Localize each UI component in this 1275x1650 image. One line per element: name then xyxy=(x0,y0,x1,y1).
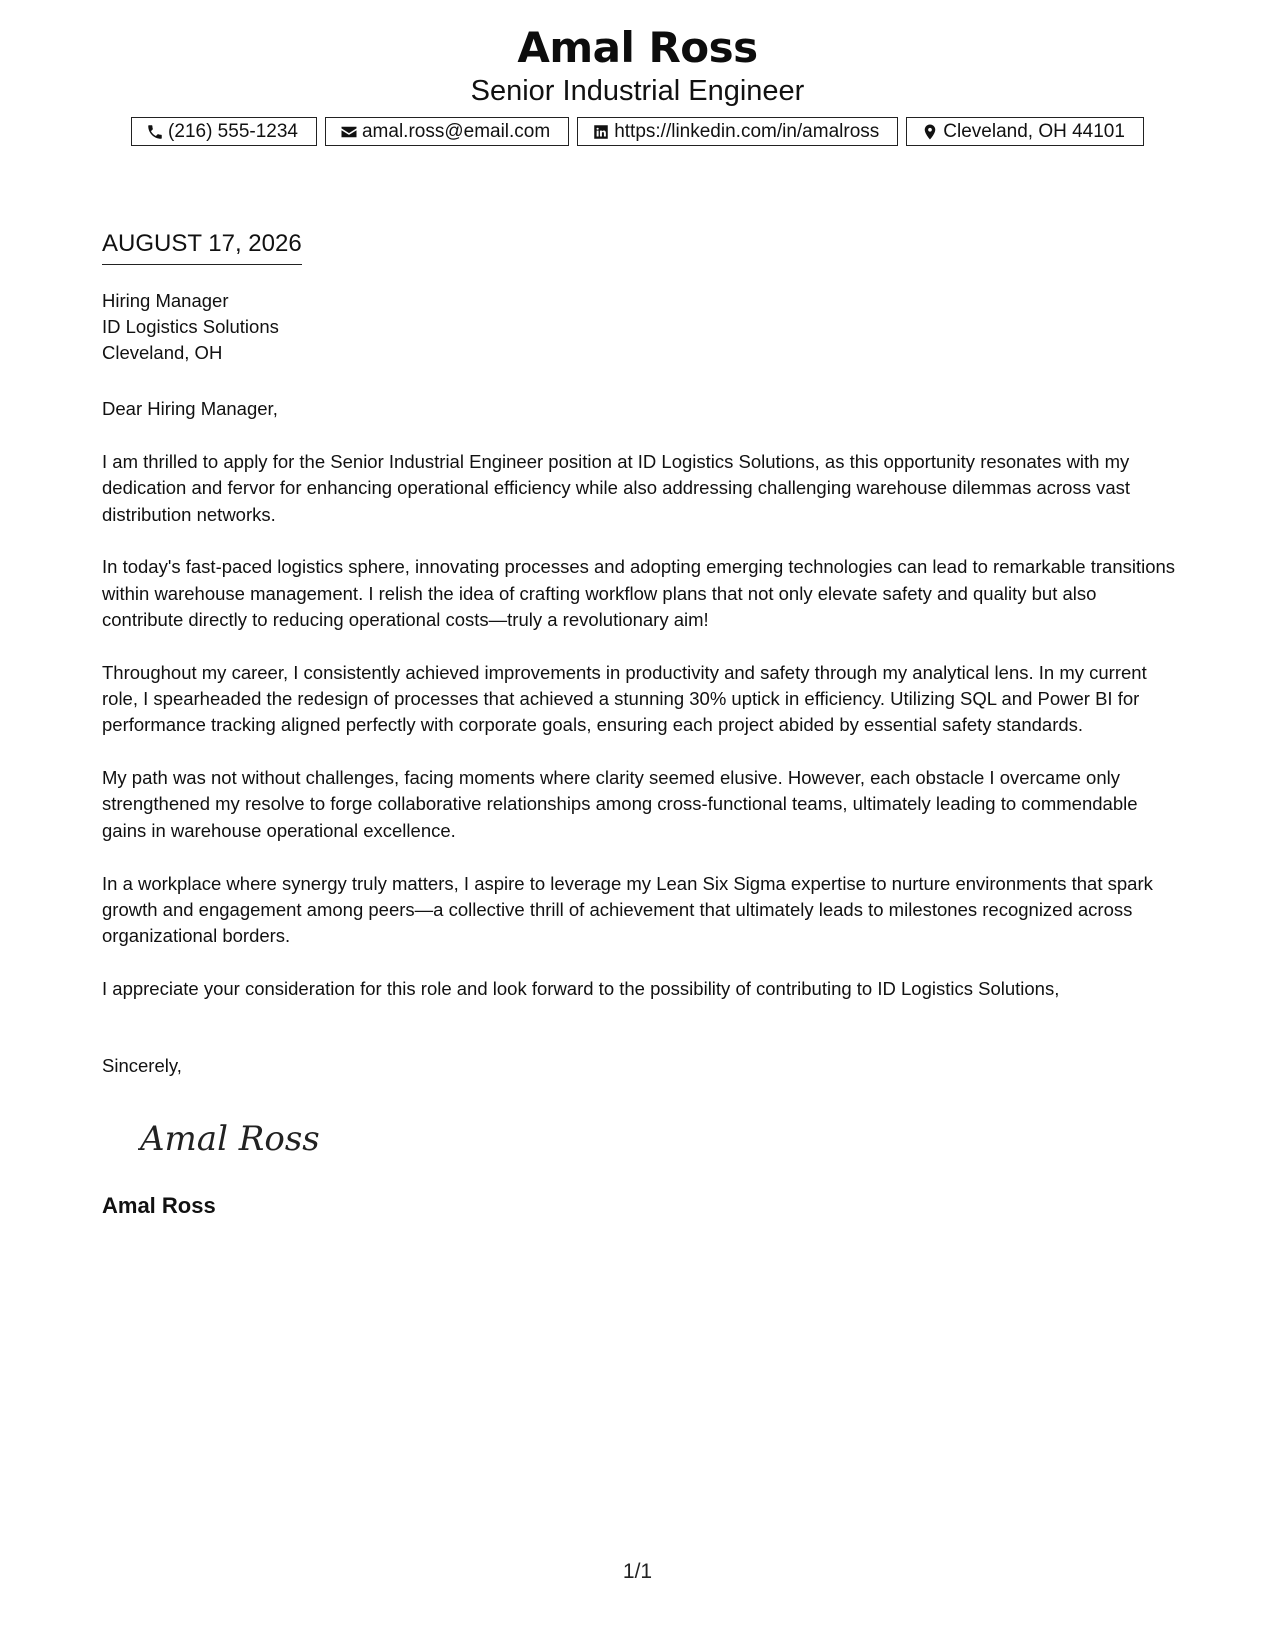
page-number: 1/1 xyxy=(622,1560,653,1583)
letter-paragraphs xyxy=(102,449,1182,1029)
email-text: amal.ross@email.com xyxy=(361,120,551,142)
contact-linkedin[interactable] xyxy=(577,117,898,146)
signer-name: Amal Ross xyxy=(102,1193,216,1218)
phone-icon xyxy=(146,123,164,141)
recipient-line: ID Logistics Solutions xyxy=(102,316,279,337)
letter-header xyxy=(0,20,1275,146)
applicant-title: Senior Industrial Engineer xyxy=(470,75,805,107)
salutation: Dear Hiring Manager, xyxy=(102,398,278,419)
signature-text: Amal Ross xyxy=(140,1119,320,1159)
map-pin-icon xyxy=(921,123,939,141)
recipient-line: Cleveland, OH xyxy=(102,342,223,363)
phone-text: (216) 555-1234 xyxy=(168,120,298,142)
contact-email[interactable] xyxy=(325,117,569,146)
contact-phone[interactable] xyxy=(131,117,317,146)
linkedin-text: https://linkedin.com/in/amalross xyxy=(614,120,880,142)
paragraph: In today's fast-paced logistics sphere, innovating processes and adopting emerging technologies can lead to remarkable transitions within warehouse management. I relish the idea of crafting workflow plans that not only elevate safety and quality but also contribute directly to reducing operational costs—truly a revolutionary aim! xyxy=(102,556,1176,630)
linkedin-icon xyxy=(592,123,610,141)
recipient-block xyxy=(102,288,279,366)
recipient-line: Hiring Manager xyxy=(102,290,229,311)
handwritten-signature xyxy=(138,1110,338,1170)
applicant-name: Amal Ross xyxy=(517,23,758,72)
envelope-icon xyxy=(340,123,358,141)
paragraph: In a workplace where synergy truly matters, I aspire to leverage my Lean Six Sigma expertise to nurture environments that spark growth and engagement among peers—a collective thrill of achievement that ultimately leads to milestones recognized across organizational borders. xyxy=(102,872,1153,947)
paragraph: Throughout my career, I consistently achieved improvements in productivity and safety through my analytical lens. In my current role, I spearheaded the redesign of processes that achieved a stunning 30% uptick in efficiency. Utilizing SQL and Power BI for performance tracking aligned perfectly with corporate goals, ensuring each project abided by essential safety standards. xyxy=(102,661,1147,736)
letter-date: AUGUST 17, 2026 xyxy=(102,229,302,265)
paragraph: I am thrilled to apply for the Senior Industrial Engineer position at ID Logistics Solutions, as this opportunity resonates with my dedication and fervor for enhancing operational efficiency while also addressing challenging warehouse dilemmas across vast distribution networks. xyxy=(102,451,1131,525)
paragraph: I appreciate your consideration for this role and look forward to the possibility of contributing to ID Logistics Solutions, xyxy=(102,977,1060,999)
location-text: Cleveland, OH 44101 xyxy=(943,120,1125,142)
paragraph: My path was not without challenges, facing moments where clarity seemed elusive. However, each obstacle I overcame only strengthened my resolve to forge collaborative relationships among cross-functional teams, ultimately leading to commendable gains in warehouse operational excellence. xyxy=(102,767,1138,841)
closing: Sincerely, xyxy=(102,1055,182,1076)
contact-location[interactable] xyxy=(906,117,1144,146)
contact-bar xyxy=(0,117,1275,146)
